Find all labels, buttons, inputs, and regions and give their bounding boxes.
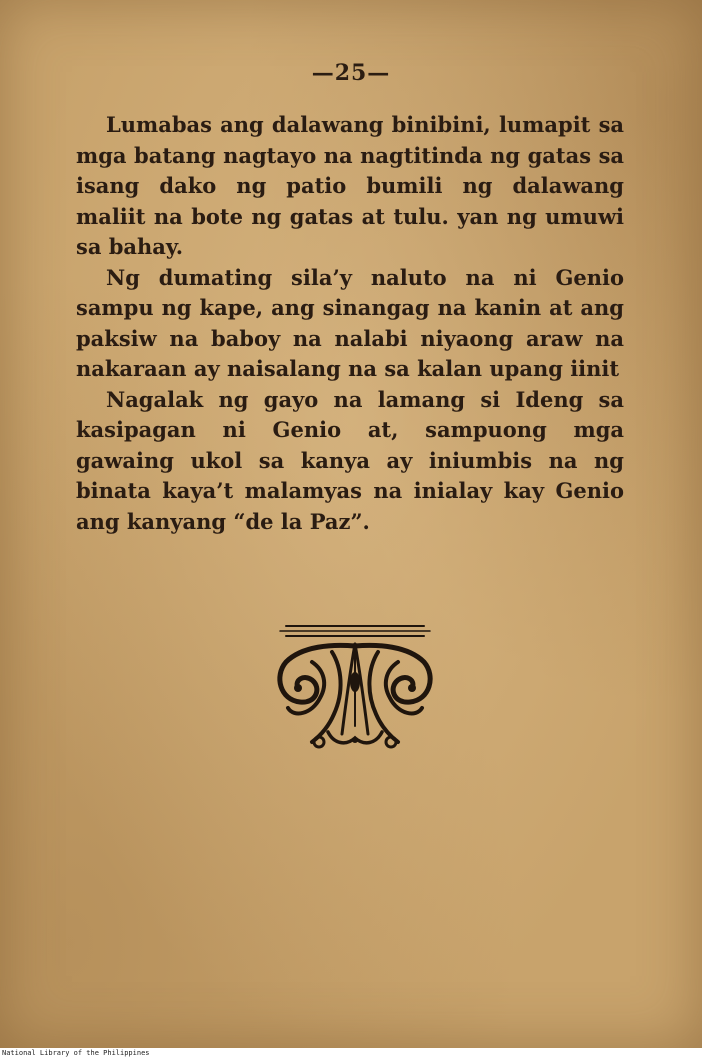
body-text — [76, 110, 624, 537]
floral-tailpiece-ornament-icon — [272, 622, 438, 752]
paragraph-1: Lumabas ang dalawang binibini, lumapit sa mga batang nagtayo na nagtitinda ng gatas sa isang dako ng patio bumili ng dalawang maliit na bote ng gatas at tulu. yan ng umuwi sa bahay. — [76, 112, 624, 259]
paragraph-3: Nagalak ng gayo na lamang si Ideng sa kasipagan ni Genio at, sampuong mga gawaing ukol sa kanya ay iniumbis na ng binata kaya’t malamyas na inialay kay Genio ang kanyang “de la Paz”. — [76, 386, 624, 534]
library-credit: National Library of the Philippines — [0, 1048, 702, 1058]
paragraph-2: Ng dumating sila’y naluto na ni Genio sampu ng kape, ang sinangag na kanin at ang paksiw na baboy na nalabi niyaong araw na nakaraan ay naisalang na sa kalan upang iinit — [76, 264, 624, 381]
page-number: —25— — [311, 60, 391, 86]
